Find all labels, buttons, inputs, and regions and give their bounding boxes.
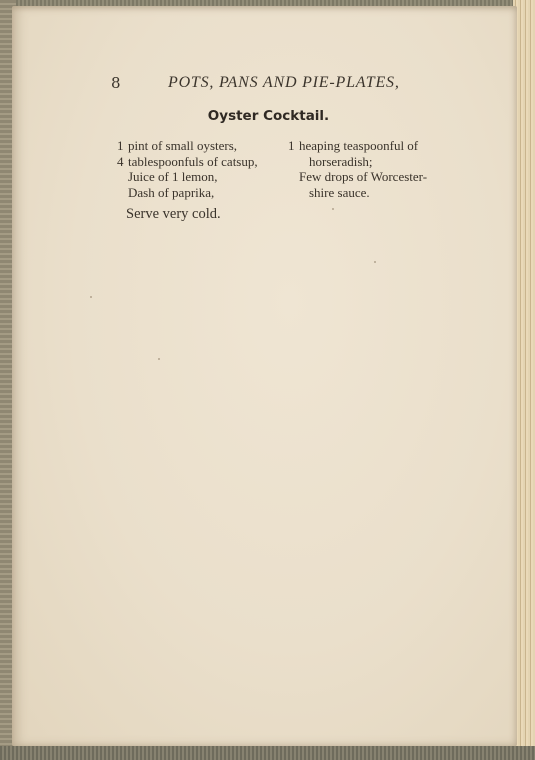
page-number: 8 xyxy=(111,74,121,92)
ingredient-quantity: 1 xyxy=(288,138,295,153)
ingredient-text: horseradish; xyxy=(309,153,373,169)
ingredient-line xyxy=(288,154,448,170)
cover-cloth-bottom xyxy=(0,746,535,760)
ingredient-line xyxy=(288,169,448,185)
paper-speck xyxy=(374,261,376,263)
ingredient-text: Dash of paprika, xyxy=(128,184,215,200)
ingredient-text: heaping teaspoonful of xyxy=(299,138,419,153)
book-page xyxy=(12,6,517,746)
ingredient-line xyxy=(117,185,277,201)
paper-speck xyxy=(90,296,92,298)
ingredient-line xyxy=(288,138,448,154)
ingredient-text: pint of small oysters, xyxy=(128,138,238,153)
paper-speck xyxy=(158,358,160,360)
ingredient-text: Few drops of Worcester- xyxy=(299,169,428,184)
ingredient-text: shire sauce. xyxy=(309,184,370,200)
ingredients-left-column xyxy=(117,138,277,200)
ingredient-line xyxy=(117,138,277,154)
ingredients-right-column xyxy=(288,138,448,200)
ingredient-quantity: 4 xyxy=(117,153,124,169)
recipe-title: Oyster Cocktail. xyxy=(207,108,330,124)
ingredient-text: Juice of 1 lemon, xyxy=(128,169,218,184)
ingredient-line xyxy=(117,169,277,185)
ingredient-line xyxy=(288,185,448,201)
ingredient-line xyxy=(117,154,277,170)
paper-speck xyxy=(332,208,334,210)
ingredient-quantity: 1 xyxy=(117,138,124,153)
serving-instruction: Serve very cold. xyxy=(126,206,221,222)
ingredient-text: tablespoonfuls of catsup, xyxy=(128,153,258,169)
running-head: POTS, PANS AND PIE-PLATES, xyxy=(168,74,400,91)
